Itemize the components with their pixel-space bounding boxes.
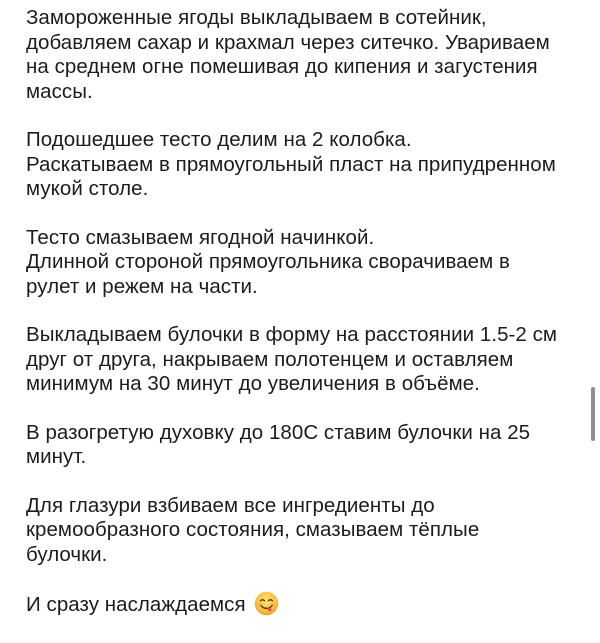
text-line: друг от друга, накрываем полотенцем и оставляем	[26, 347, 514, 371]
text-line: Длинной стороной прямоугольника сворачиваем в	[26, 250, 510, 273]
paragraph-dough	[26, 128, 586, 202]
paragraph-gap	[26, 567, 586, 591]
text-line: Тесто смазываем ягодной начинкой.	[26, 225, 375, 249]
text-line: мукой столе.	[26, 177, 149, 200]
message-text	[26, 6, 586, 618]
text-line: Раскатываем в прямоугольный пласт на припудренном	[26, 152, 556, 176]
text-line	[26, 591, 586, 618]
enjoy-text: И сразу наслаждаемся	[26, 593, 246, 616]
text-line: Для глазури взбиваем все ингредиенты до	[26, 493, 435, 517]
paragraph-gap	[26, 470, 586, 494]
text-line: Замороженные ягоды выкладываем в сотейник,	[26, 6, 487, 29]
paragraph-filling	[26, 226, 586, 300]
yum-face-emoji-icon	[254, 591, 279, 616]
text-line: минут.	[26, 445, 87, 468]
text-line: кремообразного состояния, смазываем тёплые	[26, 518, 480, 541]
text-line: добавляем сахар и крахмал через ситечко. Увариваем	[26, 30, 550, 54]
text-line: Подошедшее тесто делим на 2 колобка.	[26, 128, 412, 151]
paragraph-gap	[26, 397, 586, 421]
text-line: рулет и режем на части.	[26, 274, 258, 298]
paragraph-gap	[26, 202, 586, 226]
paragraph-gap	[26, 299, 586, 323]
text-line: булочки.	[26, 542, 108, 566]
scrollbar-thumb[interactable]	[591, 387, 595, 441]
text-line: В разогретую духовку до 180С ставим булочки на 25	[26, 420, 531, 444]
paragraph-enjoy	[26, 591, 586, 618]
paragraph-berries	[26, 6, 586, 104]
paragraph-glaze	[26, 494, 586, 568]
text-line: Выкладываем булочки в форму на расстоянии 1.5-2 см	[26, 323, 558, 346]
paragraph-gap	[26, 104, 586, 128]
paragraph-oven	[26, 421, 586, 470]
text-line: на среднем огне помешивая до кипения и загустения	[26, 55, 538, 78]
text-line: массы.	[26, 79, 93, 103]
text-line: минимум на 30 минут до увеличения в объёме.	[26, 372, 480, 395]
paragraph-buns	[26, 323, 586, 397]
